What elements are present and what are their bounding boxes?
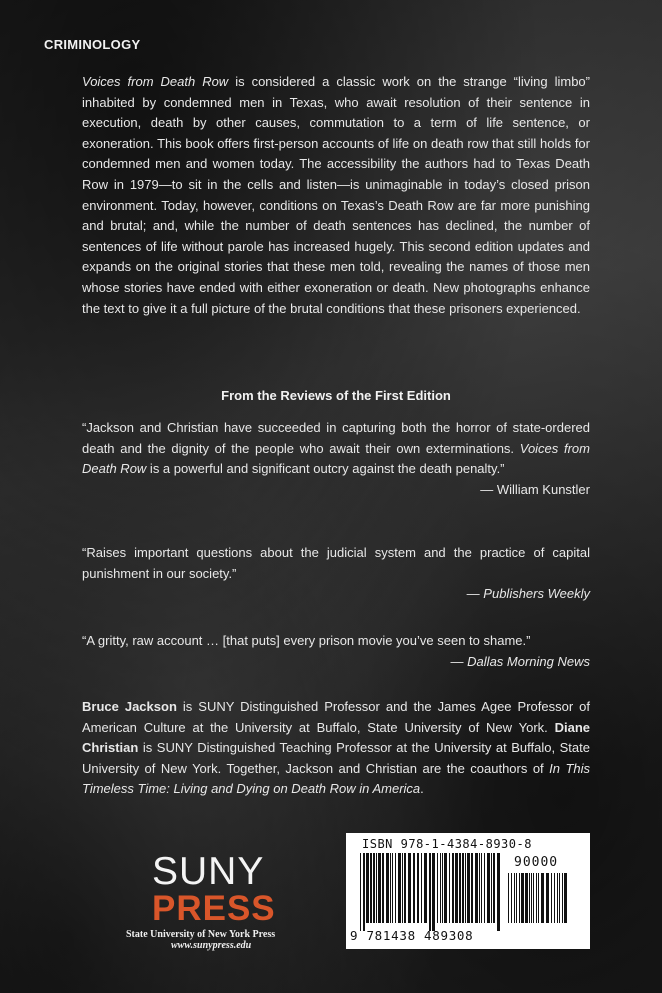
attribution-dash: — (480, 481, 497, 497)
barcode-bar (541, 873, 544, 923)
barcode-bar (382, 853, 384, 923)
barcode-bar (497, 853, 500, 931)
review-quote: “A gritty, raw account … [that puts] every prison movie you’ve seen to shame.” (82, 633, 531, 648)
barcode-bar (366, 853, 369, 923)
attribution-name: Publishers Weekly (483, 586, 590, 602)
author-name: Diane Christian (82, 719, 590, 756)
barcode-bar (398, 853, 401, 923)
book-description (82, 72, 590, 319)
barcode-bar (536, 873, 537, 923)
barcode-bar (479, 853, 480, 923)
barcode-bar (413, 853, 415, 923)
barcode-bar (525, 873, 528, 923)
barcode-bar (564, 873, 567, 923)
barcode-bar (408, 853, 411, 923)
reviews-heading: From the Reviews of the First Edition (221, 388, 451, 403)
barcode-bar (378, 853, 381, 923)
barcode-bar (386, 853, 389, 923)
quote-book-title: Voices from Death Row (82, 440, 590, 477)
review-quote (82, 418, 590, 480)
barcode-bar (559, 873, 560, 923)
barcode-bar (376, 853, 377, 923)
other-book-title: In This Timeless Time: Living and Dying on Death Row in America (82, 760, 591, 797)
bio-text: . (420, 781, 424, 797)
barcode-bar (440, 853, 441, 923)
barcode-bar (554, 873, 555, 923)
barcode-bar (491, 853, 492, 923)
review-kunstler (82, 418, 590, 500)
barcode-bar (373, 853, 375, 923)
barcode-bar (493, 853, 495, 923)
barcode-bar (551, 873, 552, 923)
barcode-bar (546, 873, 549, 923)
barcode-bar (360, 853, 361, 931)
barcode-bar (452, 853, 454, 923)
barcode-bar (432, 853, 435, 931)
barcode-bar (462, 853, 464, 923)
review-quote: “Raises important questions about the judicial system and the practice of capital punishment in our society.” (82, 545, 590, 581)
bio-text: is SUNY Distinguished Teaching Professor at the University at Buffalo, State University of New York. Together, Jackson and Christian are the coauthors of (82, 740, 590, 776)
bio-text: is SUNY Distinguished Professor and the James Agee Professor of American Culture at the University at Buffalo, State University of New York. (82, 699, 591, 735)
barcode-bar (487, 853, 490, 923)
barcode-bar (529, 873, 530, 923)
barcode-bar (484, 853, 485, 923)
category-label: CRIMINOLOGY (44, 37, 141, 52)
publisher-subtitle: State University of New York Press (126, 929, 276, 940)
quote-text: is a powerful and significant outcry against the death penalty.” (146, 461, 505, 477)
barcode-bar (519, 873, 520, 923)
publisher-url: www.sunypress.edu (171, 940, 252, 951)
barcode-bar (467, 853, 470, 923)
addon-digits: 90000 (514, 855, 559, 870)
barcode-bar (424, 853, 427, 923)
barcode-bar (531, 873, 532, 923)
barcode-bar (442, 853, 443, 923)
addon-barcode-bars (506, 873, 570, 931)
barcode-bar (471, 853, 473, 923)
barcode-bar (459, 853, 461, 923)
ean-barcode-bars (358, 853, 504, 931)
attribution-name: William Kunstler (496, 481, 590, 497)
ean-digits: 9 781438 489308 (350, 928, 474, 943)
barcode-bar (429, 853, 431, 931)
barcode-bar (516, 873, 517, 923)
attribution-name: Dallas Morning News (467, 653, 590, 669)
isbn-barcode (346, 833, 590, 949)
barcode-bar (475, 853, 478, 923)
publisher-logo (108, 852, 308, 951)
isbn-label: ISBN 978-1-4384-8930-8 (362, 837, 532, 851)
barcode-bar (444, 853, 447, 923)
barcode-bar (562, 873, 563, 923)
quote-text: “Jackson and Christian have succeeded in capturing both the horror of state-ordered death and the dignity of the people who await their own exterminations. (82, 420, 590, 456)
barcode-bar (395, 853, 396, 923)
attribution-dash: — (450, 653, 468, 669)
barcode-bar (392, 853, 393, 923)
review-attribution (82, 652, 590, 673)
publisher-name-press: PRESS (152, 889, 276, 928)
barcode-bar (511, 873, 512, 923)
barcode-bar (390, 853, 391, 923)
publisher-name-suny: SUNY (152, 850, 265, 893)
description-text: is considered a classic work on the strange “living limbo” inhabited by condemned men in Texas, who await resolution of their sentence in execution, death by other causes, commutation to a term of life sentence, or exoneration. This book offers first-person accounts of life on death row that still holds for condemned men and women today. The accessibility the authors had to Texas Death Row in 1979—to sit in the cells and listen—is unimaginable in today’s closed prison environment. Today, however, conditions on Texas’s Death Row are far more punishing and brutal; and, while the number of death sentences has declined, the number of sentences of life without parole has increased hugely. This second edition updates and expands on the original stories that these men told, revealing the names of those men whose stories have ended with either exoneration or death. New photographs enhance the text to give it a full picture of the brutal conditions that these prisoners experienced. (82, 74, 590, 316)
author-bio (82, 697, 590, 800)
barcode-bar (557, 873, 558, 923)
barcode-bar (404, 853, 406, 923)
barcode-bar (533, 873, 534, 923)
barcode-bar (455, 853, 458, 923)
book-title: Voices from Death Row (82, 74, 229, 89)
barcode-bar (417, 853, 419, 923)
barcode-bar (465, 853, 466, 923)
author-name: Bruce Jackson (82, 699, 177, 714)
barcode-bar (508, 873, 509, 923)
barcode-bar (481, 853, 482, 923)
barcode-bar (402, 853, 403, 923)
review-attribution (82, 584, 590, 605)
barcode-bar (437, 853, 438, 923)
review-publishers-weekly (82, 543, 590, 605)
barcode-bar (421, 853, 422, 923)
review-attribution (82, 480, 590, 501)
barcode-bar (449, 853, 450, 923)
barcode-bar (363, 853, 365, 931)
barcode-bar (521, 873, 524, 923)
barcode-bar (538, 873, 539, 923)
barcode-bar (370, 853, 372, 923)
attribution-dash: — (466, 586, 484, 602)
review-dallas-morning-news (82, 631, 590, 672)
barcode-bar (514, 873, 515, 923)
